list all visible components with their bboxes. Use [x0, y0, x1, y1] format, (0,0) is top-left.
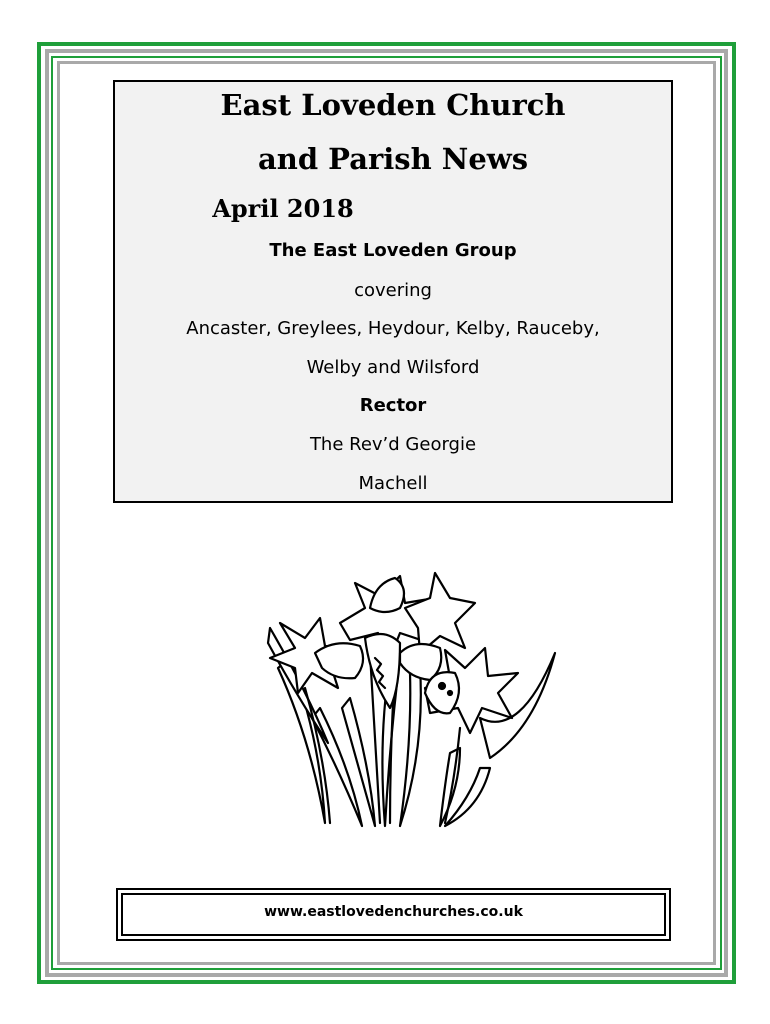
- daffodils-illustration-icon: [250, 568, 560, 830]
- website-link[interactable]: www.eastlovedenchurches.co.uk: [264, 904, 523, 920]
- group-name: The East Loveden Group: [269, 240, 517, 261]
- newsletter-title-line1: East Loveden Church: [220, 88, 566, 122]
- rector-name-line2: Machell: [358, 473, 428, 494]
- rector-label: Rector: [359, 395, 427, 416]
- covering-label: covering: [354, 280, 432, 301]
- newsletter-title-line2: and Parish News: [257, 142, 529, 176]
- masthead-box: [113, 80, 673, 503]
- parishes-line1: Ancaster, Greylees, Heydour, Kelby, Rauceby,: [186, 318, 600, 339]
- rector-name-line1: The Rev’d Georgie: [309, 434, 477, 455]
- parishes-line2: Welby and Wilsford: [306, 357, 480, 378]
- website-box: [116, 888, 671, 941]
- issue-date: April 2018: [212, 194, 354, 223]
